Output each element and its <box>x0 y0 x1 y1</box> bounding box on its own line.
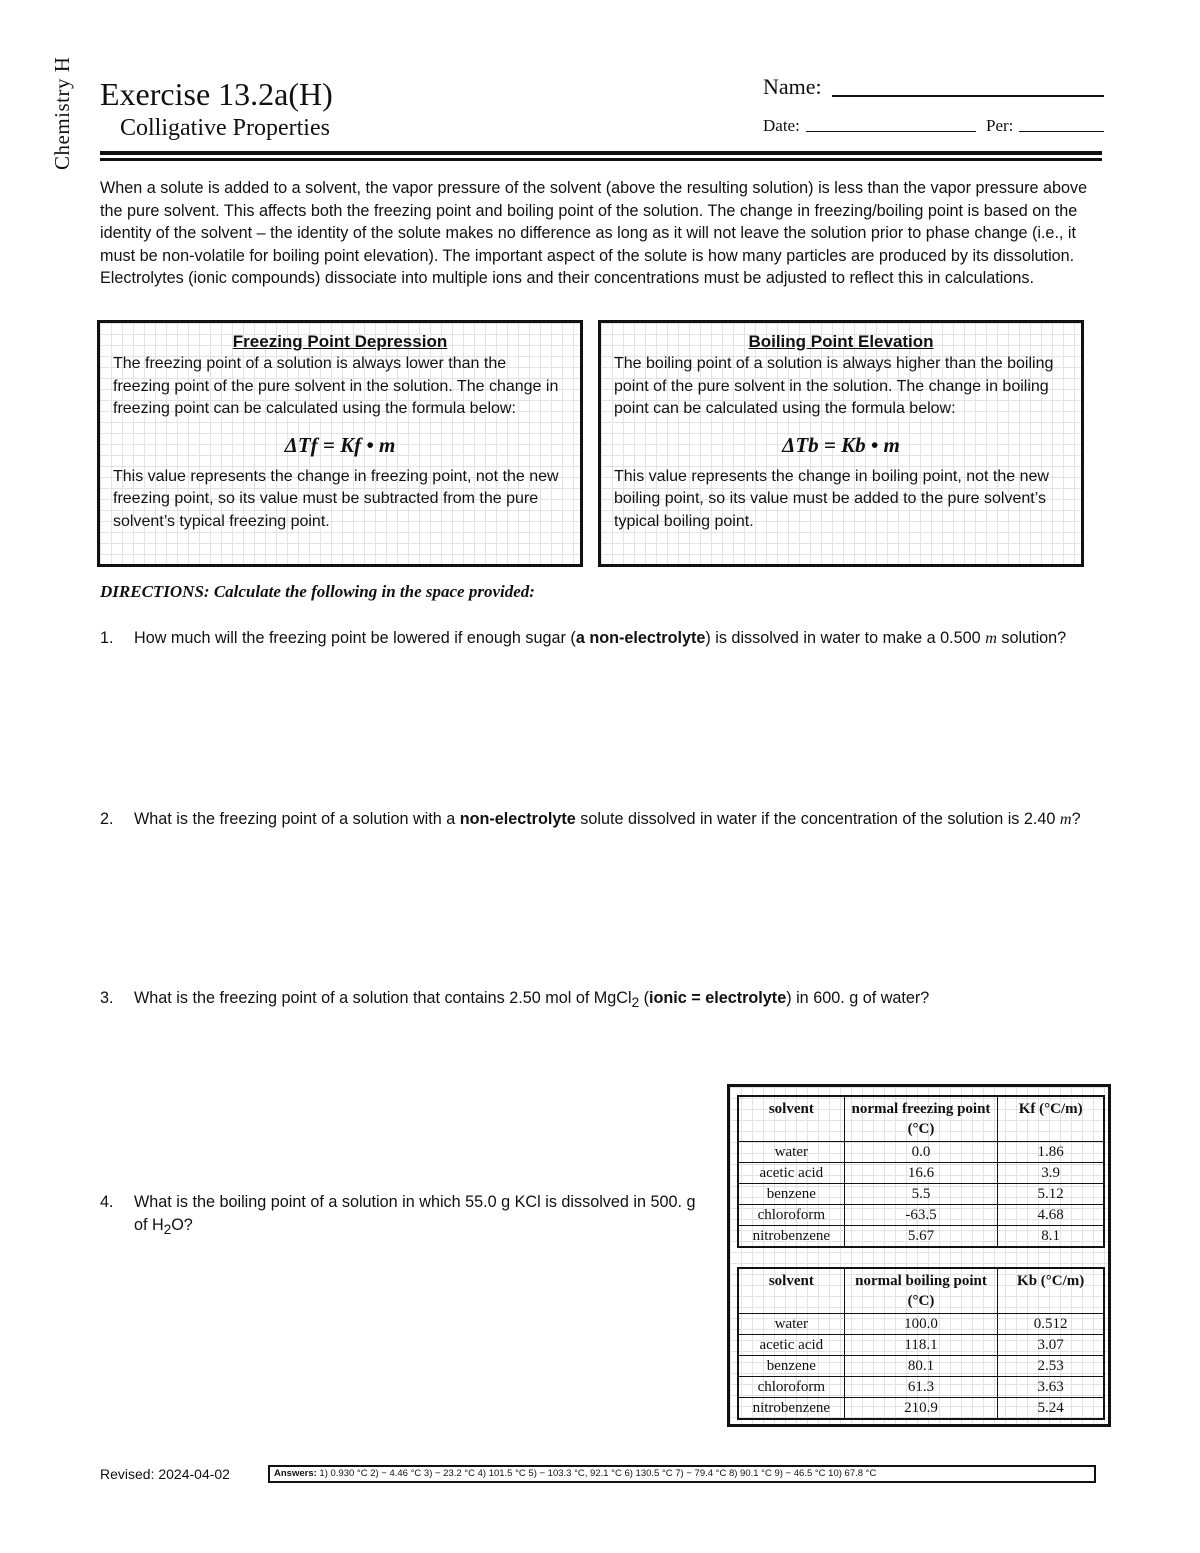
question-1 <box>100 627 1100 673</box>
question-4 <box>100 1191 700 1237</box>
table-row: chloroform -63.5 4.68 <box>738 1205 1104 1226</box>
table-row: water 100.0 0.512 <box>738 1314 1104 1335</box>
table-header: normal boiling point (°C) <box>844 1268 998 1314</box>
header-divider-secondary <box>100 158 1102 161</box>
question-number: 3. <box>100 989 114 1007</box>
boiling-point-box <box>598 320 1084 567</box>
question-text: What is the freezing point of a solution with a non-electrolyte solute dissolved in water if the concentration of the solution is 2.40 m? <box>134 810 1081 828</box>
boiling-box-heading: Boiling Point Elevation <box>748 332 934 351</box>
question-number: 4. <box>100 1193 114 1211</box>
table-row: nitrobenzene 5.67 8.1 <box>738 1226 1104 1248</box>
table-header: solvent <box>738 1268 844 1314</box>
name-field[interactable] <box>832 95 1104 97</box>
freezing-box-heading: Freezing Point Depression <box>232 332 448 351</box>
table-row: acetic acid 16.6 3.9 <box>738 1163 1104 1184</box>
table-row: benzene 5.5 5.12 <box>738 1184 1104 1205</box>
question-number: 1. <box>100 629 114 647</box>
revision-date: Revised: 2024-04-02 <box>100 1466 230 1482</box>
question-number: 2. <box>100 810 114 828</box>
freezing-formula: ΔTf = Kf • m <box>284 432 396 457</box>
page-title: Exercise 13.2a(H) <box>100 76 333 112</box>
period-field[interactable] <box>1019 131 1104 132</box>
boiling-box-note: This value represents the change in boiling point, not the new boiling point, so its value must be added to the pure solvent’s typical boiling point. <box>614 467 1049 530</box>
table-row: benzene 80.1 2.53 <box>738 1356 1104 1377</box>
table-header: normal freezing point (°C) <box>844 1096 998 1142</box>
boiling-formula: ΔTb = Kb • m <box>782 432 900 457</box>
question-text: What is the freezing point of a solution that contains 2.50 mol of MgCl$_2$ (ionic = electrolyte) in 600. g of water? <box>134 989 930 1011</box>
date-label: Date: <box>763 116 800 135</box>
table-row: acetic acid 118.1 3.07 <box>738 1335 1104 1356</box>
page-subtitle: Colligative Properties <box>120 115 330 141</box>
boiling-point-table <box>737 1267 1105 1420</box>
freezing-box-note: This value represents the change in freezing point, not the new freezing point, so its value must be subtracted from the pure solvent’s typical freezing point. <box>113 467 559 530</box>
period-label: Per: <box>986 116 1014 135</box>
table-row: water 0.0 1.86 <box>738 1142 1104 1163</box>
header-divider <box>100 151 1102 155</box>
table-header: Kb (°C/m) <box>998 1268 1104 1314</box>
question-3 <box>100 987 1100 1011</box>
freezing-point-table <box>737 1095 1105 1248</box>
directions: DIRECTIONS: Calculate the following in the space provided: <box>100 582 535 601</box>
answer-key <box>268 1465 1096 1483</box>
intro-paragraph: When a solute is added to a solvent, the vapor pressure of the solvent (above the resulting solution) is less than the vapor pressure above the pure solvent. This affects both the freezing point and boiling point of the solution. The change in freezing/boiling point is based on the identity of the solvent – the identity of the solute makes no difference as long as it will not leave the solution prior to phase change (i.e., it must be non-volatile for boiling point elevation). The important aspect of the solute is how many particles are produced by its dissolution. Electrolytes (ionic compounds) dissociate into multiple ions and their concentrations must be adjusted to reflect this in calculations. <box>100 179 1088 287</box>
table-header: solvent <box>738 1096 844 1142</box>
table-row: chloroform 61.3 3.63 <box>738 1377 1104 1398</box>
name-label: Name: <box>763 74 822 99</box>
course-label: Chemistry H <box>50 56 74 170</box>
question-text: How much will the freezing point be lowered if enough sugar (a non-electrolyte) is dissolved in water to make a 0.500 m solution? <box>134 629 1067 647</box>
question-2 <box>100 808 1100 854</box>
question-text: What is the boiling point of a solution in which 55.0 g KCl is dissolved in 500. g of $H_2O$? <box>134 1193 696 1237</box>
table-header: Kf (°C/m) <box>998 1096 1104 1142</box>
date-field[interactable] <box>806 131 976 132</box>
constants-tables <box>727 1084 1111 1427</box>
answer-key-label: Answers: <box>274 1468 317 1479</box>
freezing-box-text: The freezing point of a solution is always lower than the freezing point of the pure solvent in the solution. The change in freezing point can be calculated using the formula below: <box>113 355 559 417</box>
freezing-point-box <box>97 320 583 567</box>
table-row: nitrobenzene 210.9 5.24 <box>738 1398 1104 1420</box>
answer-key-text: 1) 0.930 °C 2) − 4.46 °C 3) − 23.2 °C 4) 101.5 °C 5) − 103.3 °C, 92.1 °C 6) 130.5 °C 7) − 79.4 °C 8) 90.1 °C 9) − 46.5 °C 10) 67.8 °C <box>319 1468 877 1479</box>
boiling-box-text: The boiling point of a solution is always higher than the boiling point of the pure solvent in the solution. The change in boiling point can be calculated using the formula below: <box>614 355 1054 417</box>
